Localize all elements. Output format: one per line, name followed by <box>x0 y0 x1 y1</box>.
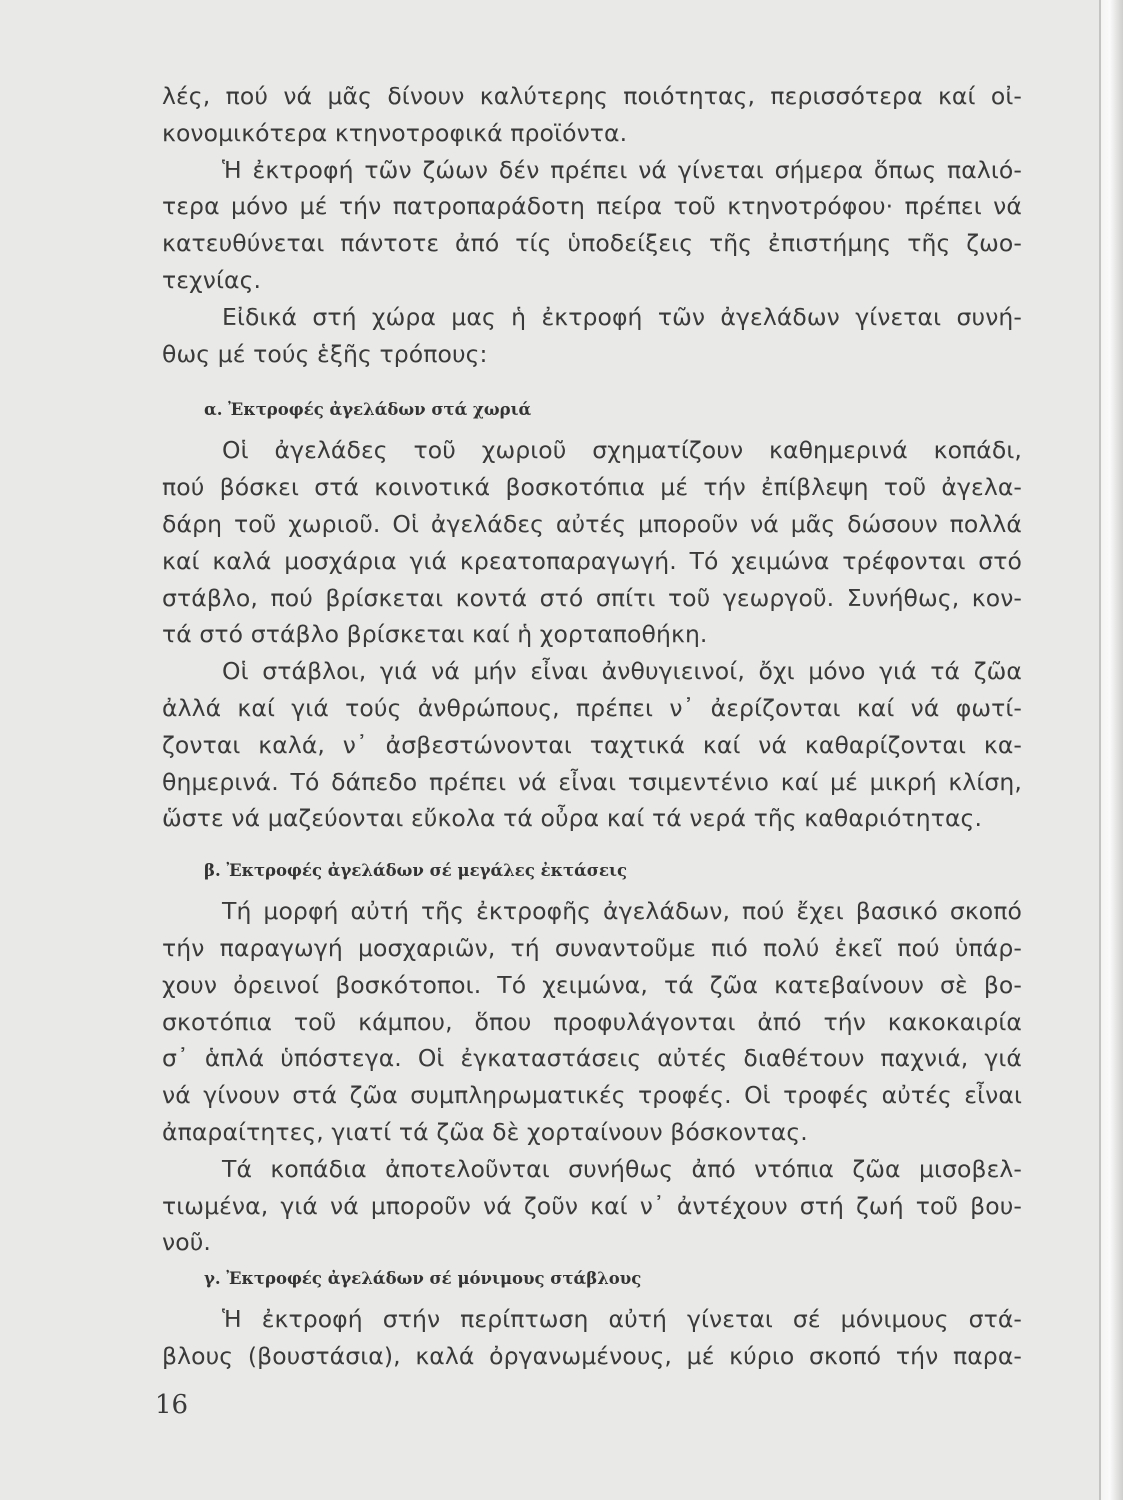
text-line: χουν ὀρεινοί βοσκότοποι. Τό χειμώνα, τά ζῶα κατεβαίνουν σὲ βο- <box>162 970 1022 999</box>
text-line: νά γίνουν στά ζῶα συμπληρωματικές τροφές. Οἱ τροφές αὐτές εἶναι <box>162 1081 1022 1110</box>
text-line: τήν παραγωγή μοσχαριῶν, τή συναντοῦμε πιό πολύ ἐκεῖ πού ὑπάρ- <box>162 933 1022 962</box>
text-line: καί καλά μοσχάρια γιά κρεατοπαραγωγή. Τό χειμώνα τρέφονται στό <box>162 546 1022 575</box>
section-heading-c: γ. Ἐκτροφές ἀγελάδων σέ μόνιμους στάβλους <box>204 1269 642 1289</box>
section-heading-b: β. Ἐκτροφές ἀγελάδων σέ μεγάλες ἐκτάσεις <box>204 861 628 881</box>
text-line: ζονται καλά, ν᾽ ἀσβεστώνονται ταχτικά καί νά καθαρίζονται κα- <box>162 730 1022 759</box>
text-line: τά στό στάβλο βρίσκεται καί ἡ χορταποθήκη. <box>162 620 708 649</box>
text-line: λές, πού νά μᾶς δίνουν καλύτερης ποιότητας, περισσότερα καί οἰ- <box>162 82 1022 110</box>
text-line: θως μέ τούς ἑξῆς τρόπους: <box>162 339 488 368</box>
text-line: τεχνίας. <box>162 265 262 294</box>
text-line: Εἰδικά στή χώρα μας ἡ ἐκτροφή τῶν ἀγελάδων γίνεται συνή- <box>222 302 1022 331</box>
text-line: σ᾽ ἁπλά ὑπόστεγα. Οἱ ἐγκαταστάσεις αὐτές διαθέτουν παχνιά, γιά <box>162 1044 1022 1073</box>
text-line: Ἡ ἐκτροφή τῶν ζώων δέν πρέπει νά γίνεται σήμερα ὅπως παλιό- <box>222 155 1022 184</box>
text-line: σκοτόπια τοῦ κάμπου, ὅπου προφυλάγονται ἀπό τήν κακοκαιρία <box>162 1007 1022 1036</box>
page-edge <box>1101 0 1123 1500</box>
text-line: Τή μορφή αὐτή τῆς ἐκτροφῆς ἀγελάδων, πού ἔχει βασικό σκοπό <box>222 897 1022 926</box>
text-line: κονομικότερα κτηνοτροφικά προϊόντα. <box>162 118 628 147</box>
text-line: τιωμένα, γιά νά μποροῦν νά ζοῦν καί ν᾽ ἀντέχουν στή ζωή τοῦ βου- <box>162 1191 1022 1220</box>
text-line: ἀλλά καί γιά τούς ἀνθρώπους, πρέπει ν᾽ ἀερίζονται καί νά φωτί- <box>162 693 1022 722</box>
text-line: Οἱ στάβλοι, γιά νά μήν εἶναι ἀνθυγιεινοί, ὄχι μόνο γιά τά ζῶα <box>222 657 1022 686</box>
text-line: νοῦ. <box>162 1228 211 1257</box>
text-line: Ἡ ἐκτροφή στήν περίπτωση αὐτή γίνεται σέ μόνιμους στά- <box>222 1305 1022 1334</box>
text-line: Τά κοπάδια ἀποτελοῦνται συνήθως ἀπό ντόπια ζῶα μισοβελ- <box>222 1154 1022 1183</box>
text-line: ἀπαραίτητες, γιατί τά ζῶα δὲ χορταίνουν βόσκοντας. <box>162 1117 808 1146</box>
text-line: δάρη τοῦ χωριοῦ. Οἱ ἀγελάδες αὐτές μποροῦν νά μᾶς δώσουν πολλά <box>162 509 1022 538</box>
section-heading-a: α. Ἐκτροφές ἀγελάδων στά χωριά <box>204 400 532 420</box>
text-line: θημερινά. Τό δάπεδο πρέπει νά εἶναι τσιμεντένιο καί μέ μικρή κλίση, <box>162 767 1022 796</box>
page-text <box>162 78 1022 1375</box>
page-number: 16 <box>155 1390 189 1420</box>
text-line: τερα μόνο μέ τήν πατροπαράδοτη πείρα τοῦ κτηνοτρόφου· πρέπει νά <box>162 192 1022 221</box>
text-line: Οἱ ἀγελάδες τοῦ χωριοῦ σχηματίζουν καθημερινά κοπάδι, <box>222 436 1022 465</box>
text-line: στάβλο, πού βρίσκεται κοντά στό σπίτι τοῦ γεωργοῦ. Συνήθως, κον- <box>162 583 1022 612</box>
text-line: βλους (βουστάσια), καλά ὀργανωμένους, μέ κύριο σκοπό τήν παρα- <box>162 1341 1022 1370</box>
text-line: πού βόσκει στά κοινοτικά βοσκοτόπια μέ τήν ἐπίβλεψη τοῦ ἀγελα- <box>162 473 1022 502</box>
text-line: ὥστε νά μαζεύονται εὔκολα τά οὖρα καί τά νερά τῆς καθαριότητας. <box>162 804 983 833</box>
text-line: κατευθύνεται πάντοτε ἀπό τίς ὑποδείξεις τῆς ἐπιστήμης τῆς ζωο- <box>162 229 1022 258</box>
